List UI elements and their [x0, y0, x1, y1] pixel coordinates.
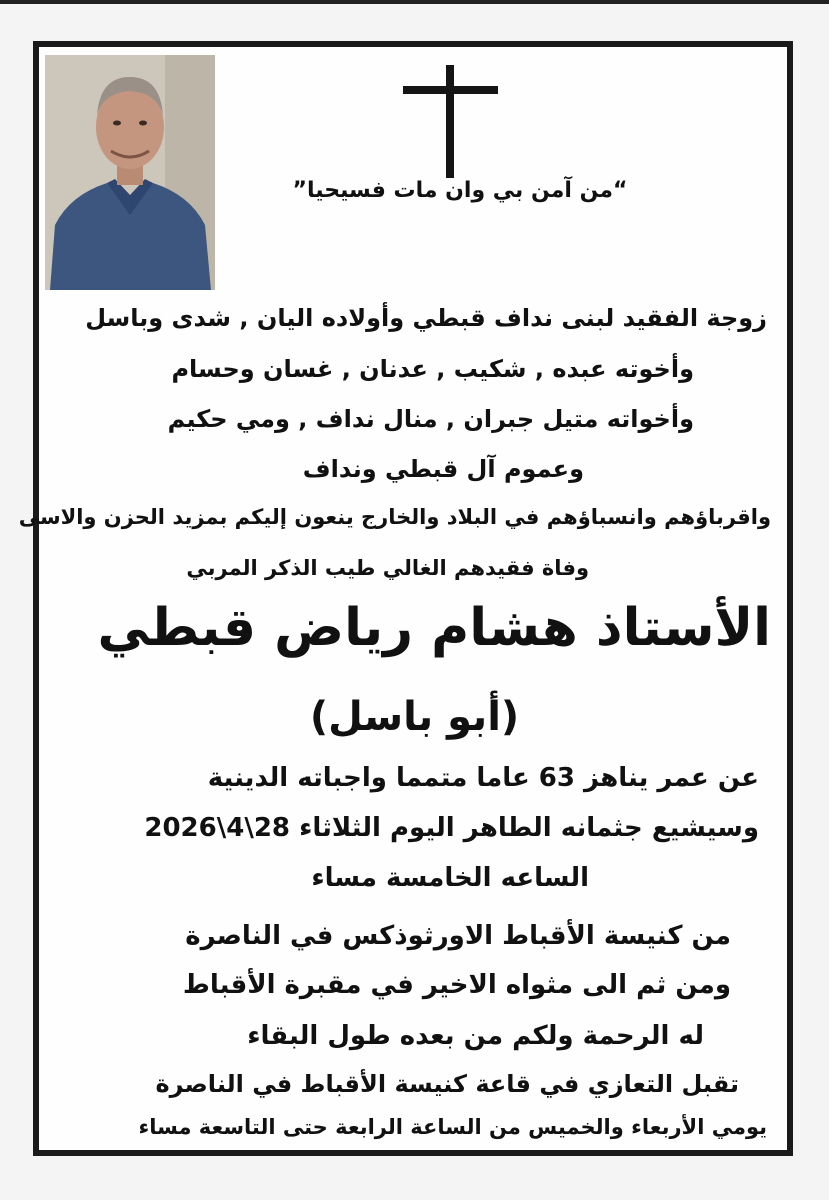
condolence-days-line: يومي الأربعاء والخميس من الساعة الرابعة حتى التاسعة مساء [138, 1115, 767, 1139]
family-line: زوجة الفقيد لبنى نداف قبطي وأولاده اليان , شدى وباسل [85, 304, 767, 332]
deceased-name: الأستاذ هشام رياض قبطي [97, 598, 771, 658]
sisters-line: وأخواته متيل جبران , منال نداف , ومي حكيم [167, 405, 694, 433]
deceased-photo [45, 55, 215, 290]
funeral-time-line: الساعه الخامسة مساء [311, 863, 589, 893]
condolence-wish-line: له الرحمة ولكم من بعده طول البقاء [247, 1021, 704, 1051]
announcement-line: وفاة فقيدهم الغالي طيب الذكر المربي [186, 556, 589, 580]
deceased-nickname: (أبو باسل) [309, 694, 520, 740]
brothers-line: وأخوته عبده , شكيب , عدنان , غسان وحسام [171, 355, 694, 383]
top-edge-bar [0, 0, 829, 4]
funeral-date-line: وسيشيع جثمانه الطاهر اليوم الثلاثاء 28\4\2026 [144, 813, 759, 843]
burial-line: ومن ثم الى مثواه الاخير في مقبرة الأقباط [182, 970, 731, 1000]
cross-icon [446, 65, 454, 178]
portrait-image [45, 55, 215, 290]
condolence-place-line: تقبل التعازي في قاعة كنيسة الأقباط في الناصرة [155, 1070, 739, 1098]
relatives-line: واقرباؤهم وانسباؤهم في البلاد والخارج ينعون إليكم بمزيد الحزن والاسى [18, 505, 771, 529]
verse: “من آمن بي وان مات فسيحيا” [292, 178, 628, 203]
church-line: من كنيسة الأقباط الاورثوذكس في الناصرة [185, 921, 731, 951]
families-line: وعموم آل قبطي ونداف [302, 455, 584, 483]
age-line: عن عمر يناهز 63 عاما متمما واجباته الدينية [207, 763, 759, 793]
cross-icon-bar [403, 86, 498, 94]
